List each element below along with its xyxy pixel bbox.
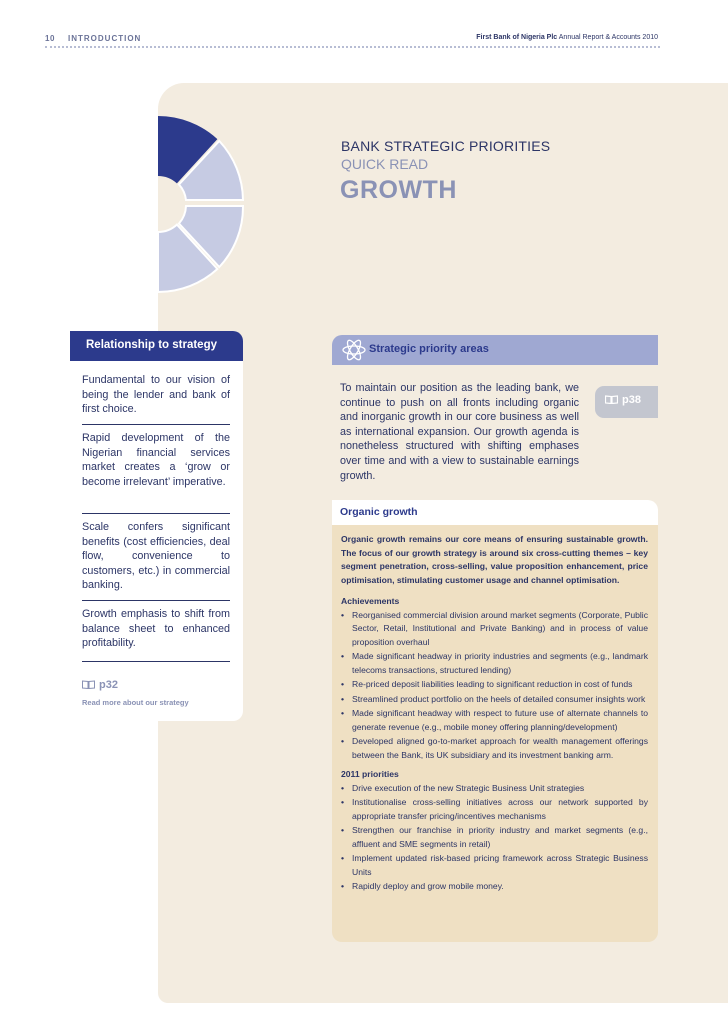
relationship-item: Fundamental to our vision of being the lender and bank of first choice. (82, 374, 230, 416)
page-reference-label: p32 (99, 679, 118, 691)
page-title: BANK STRATEGIC PRIORITIES (341, 138, 551, 154)
book-icon (605, 395, 618, 404)
page-subtitle: QUICK READ (341, 156, 429, 172)
list-item: • Reorganised commercial division around market segments (Corporate, Public Sector, Retail, Institutional and Private Banking) and in process of value proposition overhaul (341, 609, 648, 650)
list-item: • Drive execution of the new Strategic Business Unit strategies (341, 782, 648, 796)
list-item: • Implement updated risk-based pricing framework across Strategic Business Units (341, 852, 648, 879)
section-title: INTRODUCTION (68, 34, 142, 43)
organic-growth-lead: Organic growth remains our core means of ensuring sustainable growth. The focus of our growth strategy is around six cross-cutting themes – key segment penetration, cross-selling, value proposition enhancement, price optimisation, stimulating customer usage and channel optimisation. (341, 534, 648, 585)
list-item: • Institutionalise cross-selling initiatives across our network supported by appropriate transfer pricing/incentives mechanisms (341, 796, 648, 823)
atom-icon (342, 338, 366, 362)
page-heading-growth: GROWTH (340, 176, 457, 204)
report-title (476, 34, 658, 41)
list-item: • Re-priced deposit liabilities leading to significant reduction in cost of funds (341, 678, 648, 692)
priorities-list (341, 782, 648, 894)
organic-growth-header (332, 500, 658, 525)
achievements-label: Achievements (341, 596, 400, 606)
priority-areas-heading: Strategic priority areas (369, 343, 489, 355)
page-reference-p38[interactable] (595, 386, 658, 418)
priorities-label: 2011 priorities (341, 769, 399, 779)
list-item: • Streamlined product portfolio on the heels of detailed consumer insights work (341, 693, 648, 707)
divider (82, 513, 230, 514)
list-item: • Developed aligned go-to-market approach for wealth management offerings between the Bank, its UK subsidiary and its investment banking arm. (341, 735, 648, 762)
divider (82, 661, 230, 662)
priority-areas-header (332, 335, 658, 365)
page-number: 10 (45, 34, 55, 43)
page-reference-p32[interactable] (82, 679, 118, 691)
report-title-bank: First Bank of Nigeria Plc (476, 34, 558, 41)
page-reference-label: p38 (622, 394, 641, 406)
list-item: • Made significant headway with respect to future use of alternate channels to generate revenue (e.g., mobile money offering planning/development) (341, 707, 648, 734)
list-item: • Rapidly deploy and grow mobile money. (341, 880, 648, 894)
header-divider (45, 46, 660, 50)
relationship-item: Rapid development of the Nigerian financial services market creates a ‘grow or become irrelevant’ imperative. (82, 432, 230, 488)
relationship-item: Scale confers significant benefits (cost efficiencies, deal flow, convenience to customers, etc.) in commercial banking. (82, 521, 230, 592)
list-item: • Made significant headway in priority industries and segments (e.g., landmark telecoms transactions, structured lending) (341, 650, 648, 677)
organic-growth-heading: Organic growth (340, 506, 418, 518)
list-item: • Strengthen our franchise in priority industry and market segments (e.g., affluent and SME segments in retail) (341, 824, 648, 851)
divider (82, 424, 230, 425)
strategy-wheel-graphic (80, 112, 260, 302)
read-more-link[interactable]: Read more about our strategy (82, 698, 189, 707)
relationship-heading: Relationship to strategy (70, 331, 243, 361)
relationship-item: Growth emphasis to shift from balance sheet to enhanced profitability. (82, 608, 230, 650)
achievements-list (341, 609, 648, 763)
wheel-mask (80, 112, 158, 302)
report-title-rest: Annual Report & Accounts 2010 (557, 34, 658, 41)
divider (82, 600, 230, 601)
book-icon (82, 680, 95, 689)
organic-growth-body (341, 533, 648, 900)
priority-areas-intro: To maintain our position as the leading bank, we continue to push on all fronts including organic and inorganic growth in our core business as well as international expansion. Our growth agenda is nonetheless structured with shifting emphases over time and with a view to sustainable earnings growth. (340, 382, 579, 482)
